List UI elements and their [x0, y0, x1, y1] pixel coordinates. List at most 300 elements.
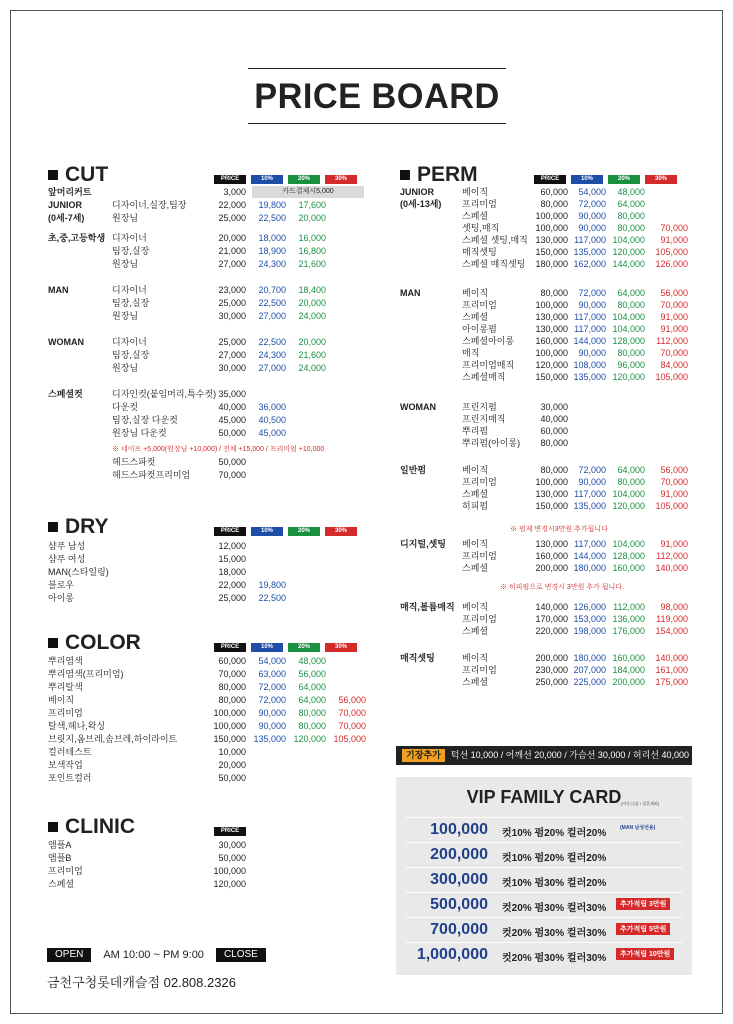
table-row: [400, 476, 730, 488]
row-price-30: 70,000: [338, 708, 366, 718]
row-price-20: 120,000: [612, 501, 645, 511]
row-price-20: 64,000: [617, 288, 645, 298]
row-price-10: 72,000: [578, 288, 606, 298]
row-price: 10,000: [218, 747, 246, 757]
row-price-20: 80,000: [617, 300, 645, 310]
row-price: 20,000: [218, 760, 246, 770]
table-row: [400, 198, 730, 210]
table-row: [400, 676, 730, 688]
perm-price-header: PRICE 10% 20% 30%: [534, 175, 677, 184]
row-item-label: 스페셜: [462, 312, 489, 322]
vip-tier-discounts: 컷20% 펌30% 컬러30%: [502, 903, 607, 914]
row-price-20: 64,000: [298, 695, 326, 705]
row-price: 21,000: [218, 246, 246, 256]
row-price: 160,000: [535, 336, 568, 346]
row-item-label: 포인트컬러: [48, 773, 92, 783]
length-surcharge-bar: [396, 746, 692, 765]
vip-tier-amount: 100,000: [430, 821, 488, 838]
row-price-20: 48,000: [298, 656, 326, 666]
row-price: 35,000: [218, 389, 246, 399]
row-price: 25,000: [218, 298, 246, 308]
row-price-10: 19,800: [258, 200, 286, 210]
row-price-20: 80,000: [298, 708, 326, 718]
row-price: 18,000: [218, 567, 246, 577]
row-item-label: 뿌리펌(아이롱): [462, 438, 521, 448]
row-price: 100,000: [213, 708, 246, 718]
row-item-label: 아이롱: [48, 593, 75, 603]
table-row: [48, 284, 378, 296]
row-price-10: 22,500: [258, 593, 286, 603]
row-price-30: 70,000: [660, 223, 688, 233]
row-price-10: 135,000: [253, 734, 286, 744]
row-item-label: 프리미엄: [462, 614, 497, 624]
row-price-10: 117,000: [574, 539, 606, 549]
row-item-label: 스페셜아이롱: [462, 336, 515, 346]
row-item-label: 프리미엄: [48, 866, 83, 876]
dry-section-title: DRY: [48, 515, 109, 539]
row-price: 100,000: [213, 866, 246, 876]
table-row: [48, 733, 378, 745]
row-price-10: 24,300: [258, 350, 286, 360]
vip-tier-row: [406, 892, 682, 916]
vip-tier-row: [406, 942, 682, 966]
vip-tier-discounts: 컷20% 펌30% 컬러30%: [502, 928, 607, 939]
row-price-10: 117,000: [574, 489, 606, 499]
table-row: [400, 550, 730, 562]
table-row: [400, 437, 730, 449]
table-row: [400, 538, 730, 550]
row-price-30: 91,000: [660, 324, 688, 334]
table-row: [400, 652, 730, 664]
row-item-label: 베이직: [48, 695, 75, 705]
table-row: [48, 566, 378, 578]
table-row: [48, 401, 378, 413]
color-section-title: COLOR: [48, 631, 141, 655]
vip-card-title: VIP FAMILY CARD: [466, 787, 622, 807]
row-item-label: 베이직: [462, 602, 489, 612]
perm-change-note: ※ 히피펌으로 변경시 3만원 추가 됩니다.: [500, 584, 624, 591]
row-price-30: 84,000: [660, 360, 688, 370]
clinic-section-title: CLINIC: [48, 815, 135, 839]
row-item-label: 다운컷: [112, 402, 139, 412]
vip-tier-bonus-tag: 추가적립 3만원: [616, 898, 670, 910]
row-price: 230,000: [535, 665, 568, 675]
row-price-30: 91,000: [660, 312, 688, 322]
row-item-label: 뿌리염색: [48, 656, 83, 666]
row-item-label: 앰플B: [48, 853, 72, 863]
row-group-label: JUNIOR: [48, 200, 83, 210]
row-price: 50,000: [218, 853, 246, 863]
row-item-label: 프리미엄: [462, 477, 497, 487]
row-price-10: 135,000: [573, 501, 606, 511]
row-item-label: 아이롱펌: [462, 324, 497, 334]
row-item-label: 프리미엄매직: [462, 360, 515, 370]
row-item-label: 디자인컷(붙임머리,특수컷): [112, 389, 217, 399]
row-price-30: 175,000: [655, 677, 688, 687]
row-price: 25,000: [218, 337, 246, 347]
row-group-label: (0세-13세): [400, 199, 442, 209]
row-price-20: 80,000: [617, 348, 645, 358]
row-price-20: 112,000: [613, 602, 645, 612]
row-price-10: 22,500: [258, 298, 286, 308]
row-price: 130,000: [535, 489, 568, 499]
row-price-10: 135,000: [573, 247, 606, 257]
row-price-30: 56,000: [660, 288, 688, 298]
row-price-10: 72,000: [578, 199, 606, 209]
table-row: [400, 347, 730, 359]
row-price-20: 56,000: [298, 669, 326, 679]
row-item-label: 헤드스파컷: [112, 457, 156, 467]
row-price: 100,000: [535, 211, 568, 221]
row-price: 80,000: [540, 438, 568, 448]
square-bullet-icon: [48, 822, 58, 832]
row-price: 100,000: [213, 721, 246, 731]
table-row: [400, 210, 730, 222]
table-row: [48, 681, 378, 693]
vip-tier-bonus-tag: (MAN 남성전용): [620, 825, 656, 831]
table-row: [400, 222, 730, 234]
table-row: [400, 335, 730, 347]
row-price-20: 80,000: [617, 223, 645, 233]
color-price-header: PRICE 10% 20% 30%: [214, 643, 357, 652]
row-item-label: 베이직: [462, 539, 489, 549]
table-row: [400, 359, 730, 371]
row-group-label: 일반펌: [400, 465, 427, 475]
row-price-20: 160,000: [612, 563, 645, 573]
table-row: [48, 349, 378, 361]
table-row: [48, 245, 378, 257]
row-price: 100,000: [535, 477, 568, 487]
row-price-10: 135,000: [573, 372, 606, 382]
vip-tier-row: [406, 817, 682, 841]
row-item-label: 팀장,실장: [112, 298, 150, 308]
row-price-10: 90,000: [258, 721, 286, 731]
row-price-20: 20,000: [298, 337, 326, 347]
row-item-label: 프리미엄: [48, 708, 83, 718]
row-price-10: 19,800: [258, 580, 286, 590]
row-price-30: 140,000: [655, 653, 688, 663]
row-price-30: 112,000: [656, 551, 688, 561]
vip-tier-discounts: 컷20% 펌30% 컬러30%: [502, 953, 607, 964]
row-price-10: 20,700: [258, 285, 286, 295]
row-price-20: 80,000: [617, 211, 645, 221]
row-price: 220,000: [535, 626, 568, 636]
vip-tier-discounts: 컷10% 펌20% 컬러20%: [502, 853, 607, 864]
row-price-30: 105,000: [655, 247, 688, 257]
table-row: [48, 427, 378, 439]
table-row: [48, 232, 378, 244]
row-price-10: 117,000: [574, 235, 606, 245]
clinic-price-header: PRICE: [214, 827, 246, 836]
row-price-20: 18,400: [298, 285, 326, 295]
perm-change-note: ※ 펌제 변경시3만원 추가됩니다: [510, 526, 608, 533]
table-row: [400, 562, 730, 574]
square-bullet-icon: [48, 638, 58, 648]
row-price-10: 72,000: [258, 695, 286, 705]
table-row: [400, 246, 730, 258]
square-bullet-icon: [48, 170, 58, 180]
row-price-30: 105,000: [655, 501, 688, 511]
table-row: [400, 625, 730, 637]
row-price: 40,000: [218, 402, 246, 412]
table-row: [48, 469, 378, 481]
table-row: [48, 297, 378, 309]
row-price-20: 96,000: [617, 360, 645, 370]
row-price-20: 21,600: [298, 350, 326, 360]
row-price-10: 180,000: [573, 653, 606, 663]
row-price-20: 80,000: [298, 721, 326, 731]
row-group-label: 스페셜컷: [48, 389, 83, 399]
row-price-10: 72,000: [258, 682, 286, 692]
row-price-10: 90,000: [578, 211, 606, 221]
row-price-10: 126,000: [573, 602, 606, 612]
row-item-label: 스페셜: [462, 211, 489, 221]
store-address: 금천구청롯데캐슬점 02.808.2326: [47, 975, 236, 990]
row-price: 25,000: [218, 593, 246, 603]
vip-family-card: [396, 777, 692, 975]
table-row: [48, 456, 378, 468]
row-item-label: 베이직: [462, 653, 489, 663]
row-price-10: 18,000: [258, 233, 286, 243]
table-row: [48, 865, 378, 877]
row-price: 150,000: [535, 372, 568, 382]
table-row: [48, 759, 378, 771]
row-price: 50,000: [218, 773, 246, 783]
row-price: 20,000: [218, 233, 246, 243]
row-price: 80,000: [540, 465, 568, 475]
row-item-label: 팀장,실장: [112, 246, 150, 256]
row-price-20: 104,000: [612, 312, 645, 322]
business-hours: [47, 948, 266, 962]
table-row: [48, 852, 378, 864]
row-price: 250,000: [535, 677, 568, 687]
row-price-20: 120,000: [293, 734, 326, 744]
table-row: [48, 668, 378, 680]
row-item-label: 원장님 다운컷: [112, 428, 167, 438]
row-price-30: 70,000: [338, 721, 366, 731]
table-row: [400, 464, 730, 476]
row-group-label: 매직,볼륨매직: [400, 602, 455, 612]
row-price-20: 80,000: [617, 477, 645, 487]
row-item-label: 베이직: [462, 187, 489, 197]
row-price-10: 153,000: [573, 614, 606, 624]
row-price: 150,000: [535, 247, 568, 257]
row-price: 100,000: [535, 223, 568, 233]
row-price-10: 27,000: [258, 311, 286, 321]
row-item-label: 스페셜 매직셋팅: [462, 259, 526, 269]
table-row: [48, 388, 378, 400]
row-price: 30,000: [218, 311, 246, 321]
row-item-label: 컬러테스트: [48, 747, 92, 757]
vip-tier-discounts: 컷10% 펌30% 컬러20%: [502, 878, 607, 889]
row-price-20: 120,000: [612, 247, 645, 257]
row-price: 100,000: [535, 300, 568, 310]
row-price-10: 90,000: [258, 708, 286, 718]
row-price-20: 17,600: [298, 200, 326, 210]
row-price-10: 24,300: [258, 259, 286, 269]
row-item-label: 스페셜: [462, 563, 489, 573]
row-price: 200,000: [535, 563, 568, 573]
row-price: 130,000: [535, 539, 568, 549]
vip-tier-row: [406, 842, 682, 866]
row-price: 60,000: [218, 656, 246, 666]
row-price: 40,000: [540, 414, 568, 424]
row-price: 80,000: [218, 682, 246, 692]
row-item-label: 프린지펌: [462, 402, 497, 412]
table-row: [48, 839, 378, 851]
row-price-10: 180,000: [573, 563, 606, 573]
row-price-10: 22,500: [258, 337, 286, 347]
row-price: 30,000: [540, 402, 568, 412]
table-row: [400, 299, 730, 311]
table-row: [48, 720, 378, 732]
row-price: 22,000: [218, 580, 246, 590]
row-item-label: 히피펌: [462, 501, 489, 511]
row-price-10: 63,000: [258, 669, 286, 679]
row-price: 23,000: [218, 285, 246, 295]
row-price-10: 108,000: [573, 360, 606, 370]
row-item-label: 디자이너: [112, 233, 147, 243]
row-item-label: 뿌리염색(프리미엄): [48, 669, 124, 679]
table-row: [48, 878, 378, 890]
vip-tier-row: [406, 917, 682, 941]
row-price: 27,000: [218, 259, 246, 269]
table-row: [48, 746, 378, 758]
row-group-label: WOMAN: [48, 337, 84, 347]
row-price-30: 91,000: [660, 489, 688, 499]
table-row: [400, 488, 730, 500]
row-item-label: 탈색,헤나,왁싱: [48, 721, 106, 731]
table-row: [48, 540, 378, 552]
row-price-10: 90,000: [578, 223, 606, 233]
row-group-label: MAN: [400, 288, 421, 298]
row-item-label: 프리미엄: [462, 665, 497, 675]
cut-price-header: PRICE 10% 20% 30%: [214, 175, 357, 184]
table-row: [48, 655, 378, 667]
row-group-label: JUNIOR: [400, 187, 435, 197]
row-price-20: 200,000: [612, 677, 645, 687]
row-item-label: 스페셜: [462, 489, 489, 499]
row-item-label: MAN(스타일링): [48, 567, 109, 577]
row-item-label: 보색작업: [48, 760, 83, 770]
table-row: [48, 258, 378, 270]
row-item-label: 샴푸 여성: [48, 554, 86, 564]
row-price: 70,000: [218, 669, 246, 679]
row-item-label: 디자이너: [112, 337, 147, 347]
close-label: CLOSE: [216, 948, 266, 962]
row-price-30: 105,000: [333, 734, 366, 744]
vip-tier-amount: 300,000: [430, 871, 488, 888]
row-price-10: 198,000: [573, 626, 606, 636]
table-row: [400, 186, 730, 198]
row-item-label: 원장님: [112, 213, 139, 223]
row-price: 22,000: [218, 200, 246, 210]
row-item-label: 원장님: [112, 363, 139, 373]
row-item-label: 스페셜: [462, 626, 489, 636]
square-bullet-icon: [48, 522, 58, 532]
length-surcharge-label: 기장추가: [402, 749, 445, 762]
row-price-10: 207,000: [573, 665, 606, 675]
row-price-20: 16,000: [298, 233, 326, 243]
row-item-label: 팀장,실장: [112, 350, 150, 360]
row-price-10: 45,000: [258, 428, 286, 438]
row-item-label: 디자이너,실장,팀장: [112, 200, 187, 210]
table-row: [48, 707, 378, 719]
row-item-label: 원장님: [112, 259, 139, 269]
row-price-20: 16,800: [298, 246, 326, 256]
row-item-label: 뿌리펌: [462, 426, 489, 436]
row-price: 70,000: [218, 470, 246, 480]
row-price-20: 64,000: [617, 465, 645, 475]
row-price-20: 64,000: [298, 682, 326, 692]
row-price-10: 144,000: [573, 336, 606, 346]
row-price-20: 136,000: [612, 614, 645, 624]
row-price-10: 72,000: [578, 465, 606, 475]
row-price-20: 160,000: [612, 653, 645, 663]
row-price: 27,000: [218, 350, 246, 360]
row-price: 140,000: [535, 602, 568, 612]
row-price-20: 104,000: [612, 324, 645, 334]
row-price: 120,000: [213, 879, 246, 889]
row-item-label: 브릿지,옴브레,솜브레,하이라이트: [48, 734, 178, 744]
row-item-label: 스페셜매직: [462, 372, 506, 382]
row-price: 150,000: [213, 734, 246, 744]
table-row: [48, 414, 378, 426]
row-item-label: 팀장,실장 다운컷: [112, 415, 178, 425]
row-price-30: 112,000: [656, 336, 688, 346]
row-group-label: 초,중,고등학생: [48, 233, 106, 243]
row-price: 80,000: [540, 288, 568, 298]
row-price-10: 225,000: [573, 677, 606, 687]
row-price: 200,000: [535, 653, 568, 663]
open-label: OPEN: [47, 948, 91, 962]
row-item-label: 스페셜: [462, 677, 489, 687]
table-row: [48, 553, 378, 565]
table-row: [400, 500, 730, 512]
dry-price-header: PRICE 10% 20% 30%: [214, 527, 357, 536]
row-item-label: 샴푸 남성: [48, 541, 86, 551]
row-item-label: 원장님: [112, 311, 139, 321]
row-price-10: 162,000: [573, 259, 606, 269]
table-row: [48, 579, 378, 591]
vip-tier-bonus-tag: 추가적립 5만원: [616, 923, 670, 935]
row-price-10: 90,000: [578, 477, 606, 487]
vip-tier-amount: 200,000: [430, 846, 488, 863]
row-price-30: 91,000: [660, 235, 688, 245]
table-row: [48, 592, 378, 604]
row-price-10: 54,000: [578, 187, 606, 197]
table-row: [400, 287, 730, 299]
row-price: 45,000: [218, 415, 246, 425]
table-row: [48, 199, 378, 211]
row-group-label: 디지털,셋팅: [400, 539, 446, 549]
card-payment-note: 카드결제시5,000: [252, 186, 364, 198]
row-item-label: 뿌리탈색: [48, 682, 83, 692]
row-item-label: 매직셋팅: [462, 247, 497, 257]
row-price: 50,000: [218, 428, 246, 438]
row-price-30: 140,000: [655, 563, 688, 573]
row-group-label: MAN: [48, 285, 69, 295]
row-price-10: 117,000: [574, 324, 606, 334]
table-row: [48, 336, 378, 348]
row-price-20: 20,000: [298, 213, 326, 223]
perm-section-title: PERM: [400, 163, 478, 187]
cut-section-title: CUT: [48, 163, 108, 187]
row-price-10: 36,000: [258, 402, 286, 412]
table-row: [400, 664, 730, 676]
row-price-30: 70,000: [660, 300, 688, 310]
row-group-label: 앞머리커트: [48, 187, 92, 197]
